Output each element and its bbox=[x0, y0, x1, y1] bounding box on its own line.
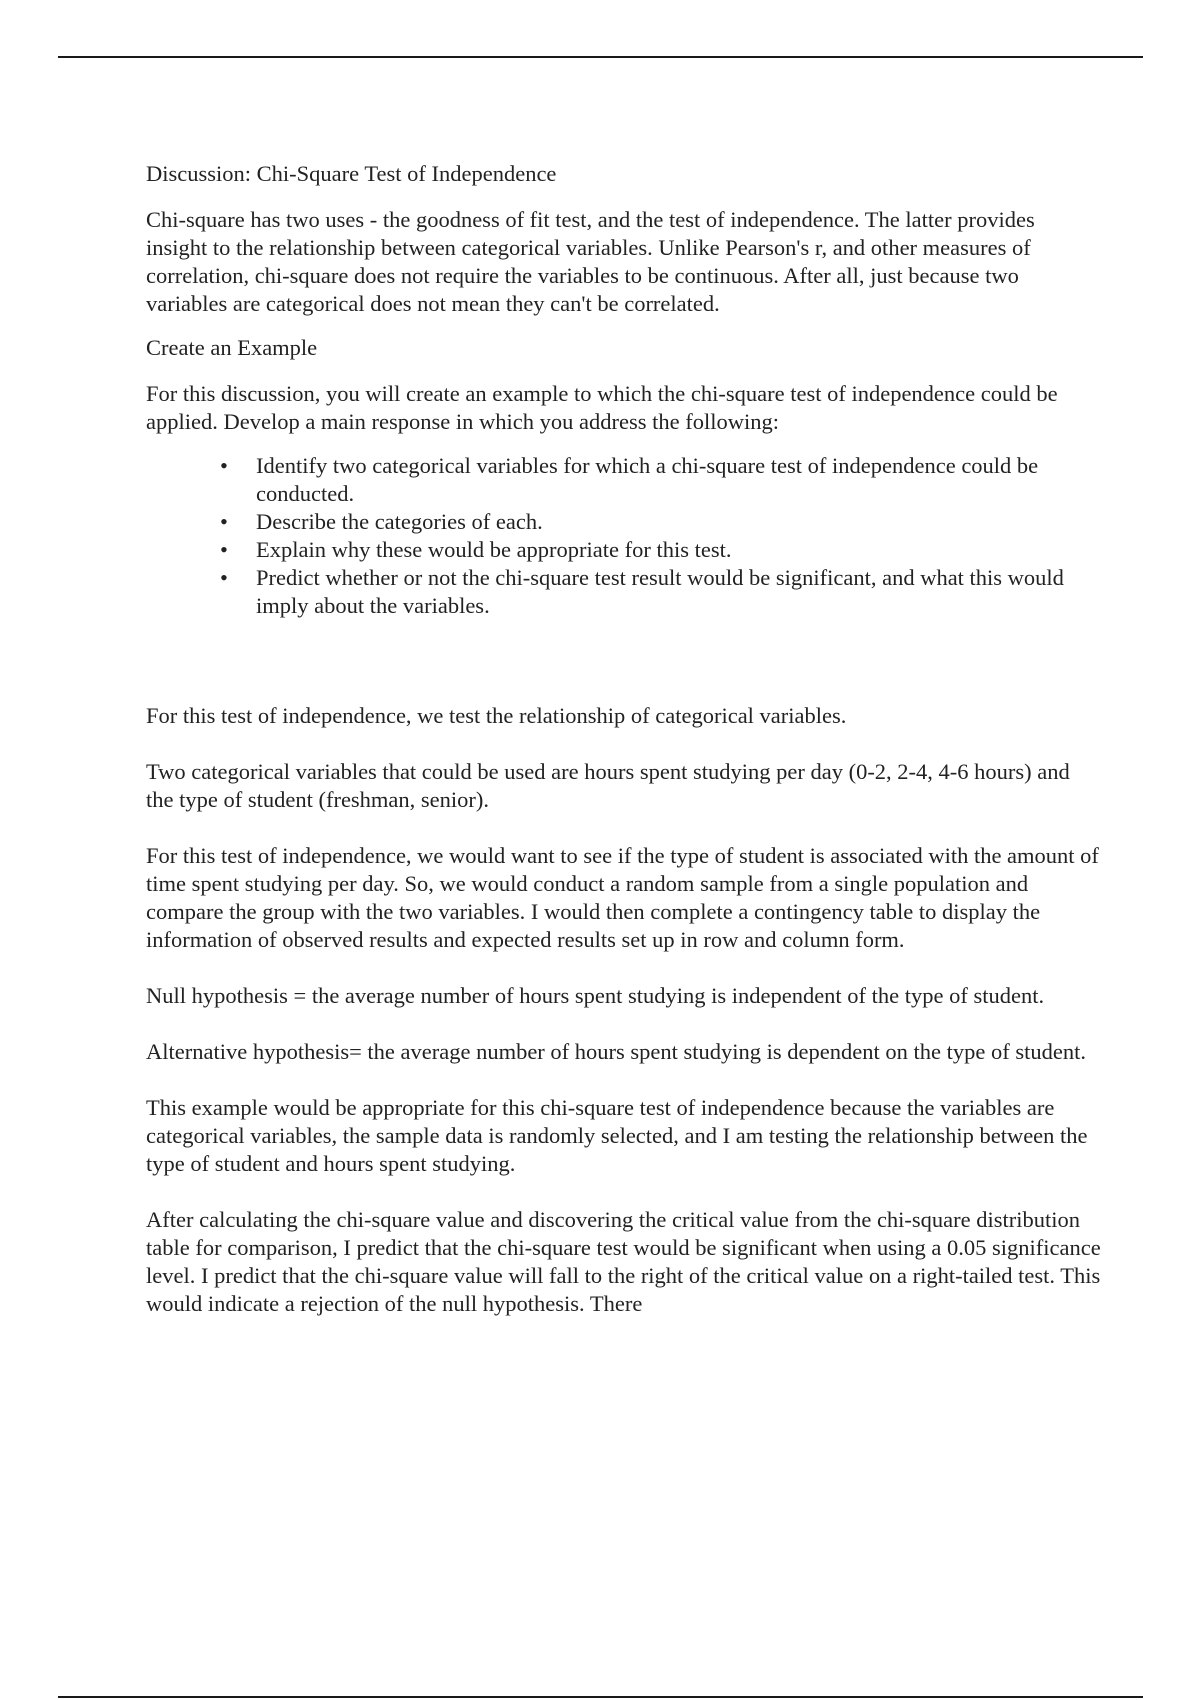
task-text: Explain why these would be appropriate for this test. bbox=[256, 537, 732, 562]
response-paragraph: For this test of independence, we test the relationship of categorical variables. bbox=[146, 703, 847, 728]
prediction-paragraph: After calculating the chi-square value and discovering the critical value from the chi-square distribution table for comparison, I predict that the chi-square test would be significant when using a 0.05 significance level. I predict that the chi-square value will fall to the right of the critical value on a right-tailed test. This would indicate a rejection of the null hypothesis. There bbox=[146, 1207, 1101, 1316]
document-title: Discussion: Chi-Square Test of Independence bbox=[146, 161, 557, 186]
subheading: Create an Example bbox=[146, 335, 318, 360]
bullet-icon: • bbox=[220, 537, 228, 562]
bullet-icon: • bbox=[220, 565, 228, 590]
list-item bbox=[220, 564, 1101, 620]
task-text: Describe the categories of each. bbox=[256, 509, 543, 534]
response-paragraph: Two categorical variables that could be used are hours spent studying per day (0-2, 2-4, 4-6 hours) and the type of student (freshman, senior). bbox=[146, 759, 1070, 812]
list-item bbox=[220, 452, 1101, 508]
bullet-icon: • bbox=[220, 509, 228, 534]
list-item bbox=[220, 508, 1101, 536]
response-paragraph: This example would be appropriate for this chi-square test of independence because the variables are categorical variables, the sample data is randomly selected, and I am testing the relationship between the type of student and hours spent studying. bbox=[146, 1095, 1088, 1176]
task-text: Predict whether or not the chi-square test result would be significant, and what this would imply about the variables. bbox=[256, 565, 1064, 618]
top-rule bbox=[58, 56, 1143, 58]
response-section bbox=[146, 702, 1101, 1318]
response-paragraph: For this test of independence, we would want to see if the type of student is associated with the amount of time spent studying per day. So, we would conduct a random sample from a single population and compare the group with the two variables. I would then complete a contingency table to display the information of observed results and expected results set up in row and column form. bbox=[146, 843, 1099, 952]
intro-paragraph: Chi-square has two uses - the goodness of fit test, and the test of independence. The latter provides insight to the relationship between categorical variables. Unlike Pearson's r, and other measures of correlation, chi-square does not require the variables to be continuous. After all, just because two variables are categorical does not mean they can't be correlated. bbox=[146, 207, 1035, 316]
bullet-icon: • bbox=[220, 453, 228, 478]
instructions-paragraph: For this discussion, you will create an example to which the chi-square test of independence could be applied. Develop a main response in which you address the following: bbox=[146, 381, 1058, 434]
task-list bbox=[146, 452, 1101, 620]
alternative-hypothesis: Alternative hypothesis= the average number of hours spent studying is dependent on the type of student. bbox=[146, 1039, 1086, 1064]
list-item bbox=[220, 536, 1101, 564]
null-hypothesis: Null hypothesis = the average number of hours spent studying is independent of the type of student. bbox=[146, 983, 1045, 1008]
bottom-rule bbox=[58, 1696, 1143, 1698]
task-text: Identify two categorical variables for which a chi-square test of independence could be conducted. bbox=[256, 453, 1039, 506]
document-body bbox=[146, 160, 1101, 1346]
